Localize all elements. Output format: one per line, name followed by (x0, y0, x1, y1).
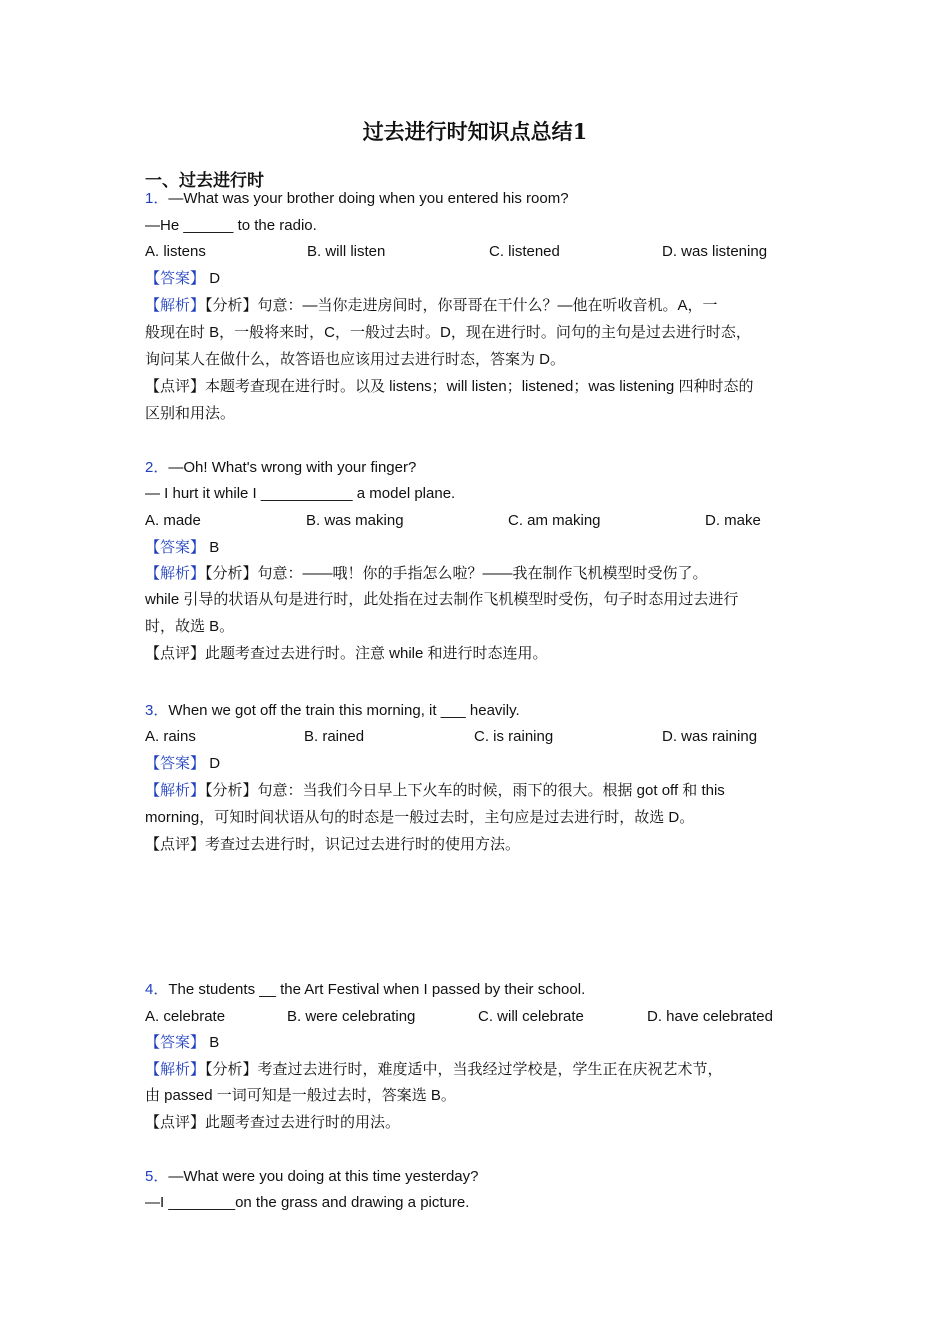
analysis-text: 【分析】句意：——哦！你的手指怎么啦？——我在制作飞机模型时受伤了。 (205, 565, 708, 582)
answer-value: B (209, 1034, 220, 1051)
analysis-line: 时，故选 B。 (145, 618, 235, 635)
question-number: 5． (145, 1168, 169, 1185)
comment-line: 【点评】本题考查现在进行时。以及 listens；will listen；listened；was listening 四种时态的 (145, 378, 754, 395)
option-b: B. was making (306, 512, 404, 529)
answer-line (145, 268, 220, 290)
option-c: C. is raining (474, 728, 554, 745)
question-2-line2: — I hurt it while I ___________ a model plane. (145, 485, 456, 502)
answer-value: D (209, 270, 221, 287)
option-a: A. celebrate (145, 1008, 226, 1025)
analysis-line: 由 passed 一词可知是一般过去时，答案选 B。 (145, 1087, 456, 1104)
analysis-line (145, 780, 725, 802)
comment-line: 【点评】考查过去进行时，识记过去进行时的使用方法。 (145, 836, 521, 853)
analysis-tag: 【解析】 (145, 297, 206, 314)
analysis-tag: 【解析】 (145, 782, 206, 799)
analysis-text: 【分析】考查过去进行时，难度适中，当我经过学校是，学生正在庆祝艺术节， (205, 1061, 723, 1078)
comment-line: 【点评】此题考查过去进行时。注意 while 和进行时态连用。 (145, 645, 548, 662)
answer-value: B (209, 539, 220, 556)
option-c: C. will celebrate (478, 1008, 584, 1025)
question-text: —What were you doing at this time yesterday? (168, 1168, 479, 1185)
option-b: B. will listen (307, 243, 386, 260)
comment-line: 【点评】此题考查过去进行时的用法。 (145, 1114, 401, 1131)
option-c: C. listened (489, 243, 560, 260)
question-5-line2: —I ________on the grass and drawing a picture. (145, 1194, 470, 1211)
option-b: B. rained (304, 728, 365, 745)
analysis-line: 询问某人在做什么，故答语也应该用过去进行时态，答案为 D。 (145, 351, 566, 368)
option-a: A. made (145, 512, 201, 529)
option-d: D. have celebrated (647, 1008, 773, 1025)
analysis-line: 般现在时 B，一般将来时，C，一般过去时。D，现在进行时。问句的主句是过去进行时态， (145, 324, 751, 341)
answer-line (145, 1032, 219, 1054)
analysis-line (145, 1059, 723, 1081)
analysis-tag: 【解析】 (145, 565, 206, 582)
question-number: 1． (145, 190, 169, 207)
answer-value: D (209, 755, 221, 772)
question-number: 4． (145, 981, 169, 998)
answer-tag: 【答案】 (145, 755, 206, 772)
analysis-line (145, 295, 718, 317)
question-5 (145, 1166, 479, 1188)
question-text: —Oh! What's wrong with your finger? (168, 459, 417, 476)
analysis-line (145, 563, 708, 585)
answer-tag: 【答案】 (145, 539, 206, 556)
section-heading: 一、过去进行时 (145, 171, 264, 190)
comment-line: 区别和用法。 (145, 405, 236, 422)
answer-line (145, 753, 220, 775)
analysis-line: while 引导的状语从句是进行时，此处指在过去制作飞机模型时受伤，句子时态用过去进行 (145, 591, 739, 608)
question-3 (145, 700, 520, 722)
answer-line (145, 537, 219, 559)
answer-tag: 【答案】 (145, 270, 206, 287)
question-text: When we got off the train this morning, it ___ heavily. (168, 702, 520, 719)
question-text: The students __ the Art Festival when I passed by their school. (168, 981, 586, 998)
question-number: 3． (145, 702, 169, 719)
answer-tag: 【答案】 (145, 1034, 206, 1051)
option-c: C. am making (508, 512, 601, 529)
option-a: A. listens (145, 243, 206, 260)
option-d: D. was listening (662, 243, 768, 260)
question-1-line2: —He ______ to the radio. (145, 217, 317, 234)
question-1 (145, 188, 569, 210)
option-d: D. make (705, 512, 761, 529)
analysis-text: 【分析】句意：当我们今日早上下火车的时候，雨下的很大。根据 got off 和 this (205, 782, 725, 799)
question-text: —What was your brother doing when you entered his room? (168, 190, 569, 207)
question-number: 2． (145, 459, 169, 476)
page-title: 过去进行时知识点总结1 (362, 119, 588, 144)
option-d: D. was raining (662, 728, 758, 745)
analysis-tag: 【解析】 (145, 1061, 206, 1078)
question-2 (145, 457, 416, 479)
option-a: A. rains (145, 728, 196, 745)
analysis-text: 【分析】句意：—当你走进房间时，你哥哥在干什么？—他在听收音机。A，一 (205, 297, 718, 314)
option-b: B. were celebrating (287, 1008, 416, 1025)
question-4 (145, 979, 585, 1001)
analysis-line: morning，可知时间状语从句的时态是一般过去时，主句应是过去进行时，故选 D。 (145, 809, 695, 826)
